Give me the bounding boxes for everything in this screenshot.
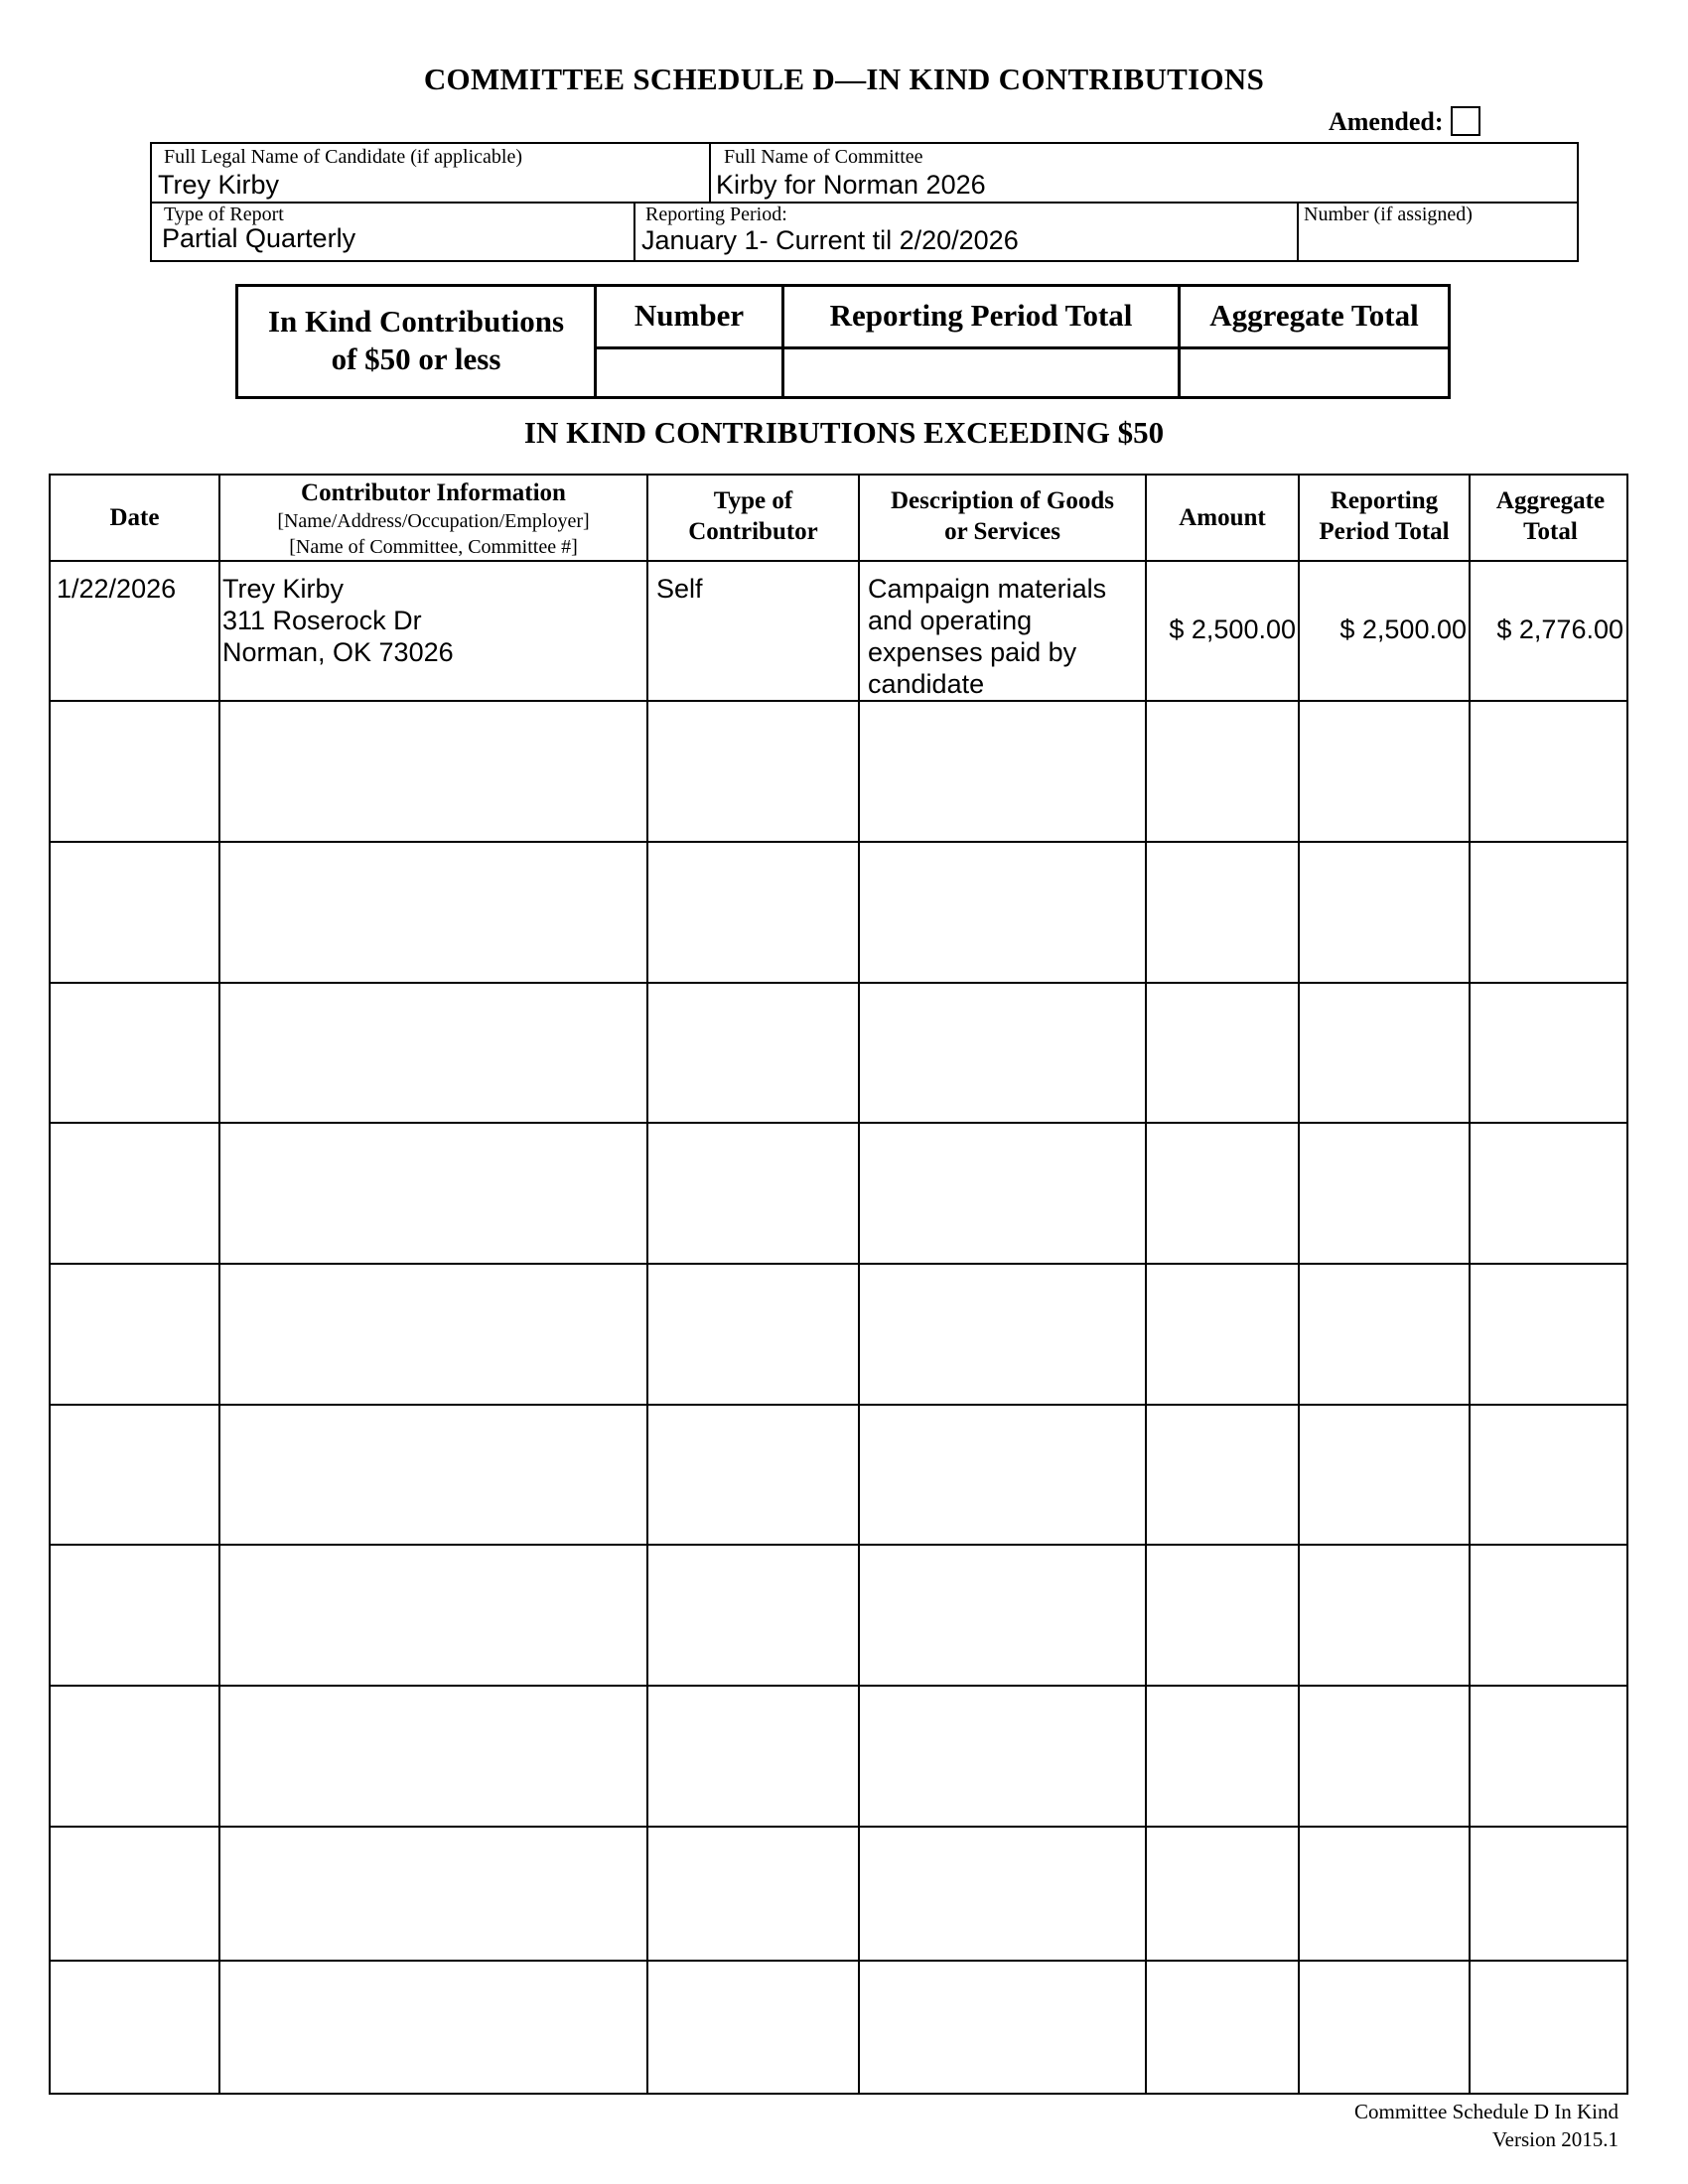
header-contributor: Contributor Information [Name/Address/Occupation/Employer] [Name of Committee, Committee #] bbox=[277, 479, 590, 558]
reporting-period-label: Reporting Period: bbox=[645, 204, 787, 225]
committee-name-label: Full Name of Committee bbox=[724, 146, 923, 168]
form-version-footer: Committee Schedule D In Kind Version 2015.1 bbox=[1354, 2100, 1618, 2151]
small-aggregate-total-value[interactable] bbox=[1185, 352, 1445, 392]
row-period-total[interactable]: $ 2,500.00 bbox=[1339, 614, 1467, 644]
small-number-header: Number bbox=[633, 298, 745, 333]
number-label: Number (if assigned) bbox=[1304, 204, 1473, 225]
small-contributions-label: In Kind Contributions of $50 or less bbox=[267, 304, 565, 376]
row-date[interactable]: 1/22/2026 bbox=[57, 574, 177, 604]
report-type-value[interactable]: Partial Quarterly bbox=[162, 223, 356, 253]
candidate-name-label: Full Legal Name of Candidate (if applicable) bbox=[164, 146, 522, 168]
amended-label: Amended: bbox=[1329, 107, 1444, 136]
header-date: Date bbox=[109, 504, 160, 531]
header-aggregate-total: Aggregate Total bbox=[1495, 487, 1606, 545]
header-period-total: Reporting Period Total bbox=[1319, 487, 1450, 545]
header-type: Type of Contributor bbox=[688, 487, 818, 545]
section-heading: IN KIND CONTRIBUTIONS EXCEEDING $50 bbox=[523, 415, 1165, 450]
reporting-period-value[interactable]: January 1- Current til 2/20/2026 bbox=[641, 225, 1019, 255]
form-title: COMMITTEE SCHEDULE D—IN KIND CONTRIBUTIONS bbox=[423, 62, 1265, 96]
info-row-report bbox=[150, 202, 1579, 262]
small-aggregate-total-header: Aggregate Total bbox=[1209, 298, 1419, 333]
header-description: Description of Goods or Services bbox=[891, 487, 1114, 545]
report-type-label: Type of Report bbox=[164, 204, 284, 225]
small-number-value[interactable] bbox=[601, 352, 777, 392]
row-aggregate-total[interactable]: $ 2,776.00 bbox=[1496, 614, 1623, 644]
amended-checkbox[interactable] bbox=[1451, 106, 1480, 136]
small-period-total-header: Reporting Period Total bbox=[829, 298, 1133, 333]
committee-name-value[interactable]: Kirby for Norman 2026 bbox=[716, 170, 986, 200]
small-contributions-table bbox=[235, 284, 1451, 399]
row-contributor-type[interactable]: Self bbox=[656, 574, 703, 604]
small-period-total-value[interactable] bbox=[788, 352, 1174, 392]
row-amount[interactable]: $ 2,500.00 bbox=[1169, 614, 1296, 644]
row-contributor-info[interactable]: Trey Kirby 311 Roserock Dr Norman, OK 73026 bbox=[222, 574, 454, 667]
candidate-name-value[interactable]: Trey Kirby bbox=[158, 170, 280, 200]
contributions-table bbox=[49, 474, 1628, 2095]
header-amount: Amount bbox=[1179, 504, 1266, 531]
info-row-names bbox=[150, 142, 1579, 204]
row-description[interactable]: Campaign materials and operating expenses paid by candidate bbox=[868, 574, 1107, 699]
